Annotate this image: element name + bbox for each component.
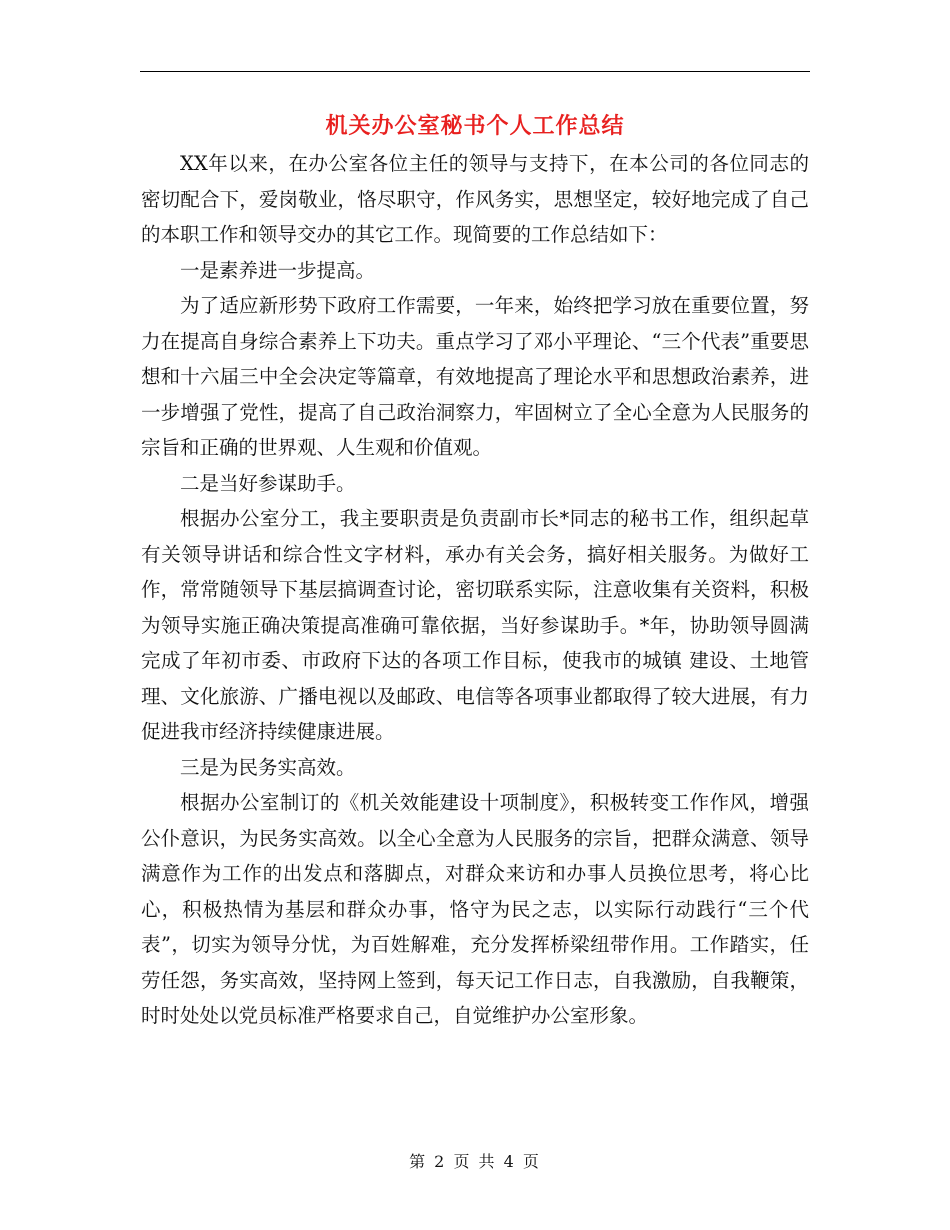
- paragraph-intro: XX年以来，在办公室各位主任的领导与支持下，在本公司的各位同志的密切配合下，爱岗敬业，恪尽职守，作风务实，思想坚定，较好地完成了自己的本职工作和领导交办的其它工作。现简要的工作总结如下：: [141, 152, 809, 246]
- document-body: [141, 146, 809, 1034]
- section-heading-2: 二是当好参谋助手。: [180, 471, 356, 495]
- section-heading-3: 三是为民务实高效。: [180, 755, 356, 779]
- paragraph-section-1: 为了适应新形势下政府工作需要，一年来，始终把学习放在重要位置，努力在提高自身综合素养上下功夫。重点学习了邓小平理论、“三个代表”重要思想和十六届三中全会决定等篇章，有效地提高了理论水平和思想政治素养，进一步增强了党性，提高了自己政治洞察力，牢固树立了全心全意为人民服务的宗旨和正确的世界观、人生观和价值观。: [141, 294, 809, 459]
- paragraph-section-3: 根据办公室制订的《机关效能建设十项制度》，积极转变工作作风，增强公仆意识，为民务实高效。以全心全意为人民服务的宗旨，把群众满意、领导满意作为工作的出发点和落脚点，对群众来访和办事人员换位思考，将心比心，积极热情为基层和群众办事，恪守为民之志，以实际行动践行“三个代表”，切实为领导分忧，为百姓解难，充分发挥桥梁纽带作用。工作踏实，任劳任怨，务实高效，坚持网上签到，每天记工作日志，自我激励，自我鞭策，时时处处以党员标准严格要求自己，自觉维护办公室形象。: [141, 791, 809, 1027]
- document-title: 机关办公室秘书个人工作总结: [325, 113, 625, 139]
- header-rule: [140, 71, 810, 72]
- paragraph-section-2: 根据办公室分工，我主要职责是负责副市长*同志的秘书工作，组织起草有关领导讲话和综合性文字材料，承办有关会务，搞好相关服务。为做好工作，常常随领导下基层搞调查讨论，密切联系实际，注意收集有关资料，积极为领导实施正确决策提高准确可靠依据，当好参谋助手。*年，协助领导圆满完成了年初市委、市政府下达的各项工作目标，使我市的城镇 建设、土地管理、文化旅游、广播电视以及邮政、电信等各项事业都取得了较大进展，有力促进我市经济持续健康进展。: [141, 507, 809, 743]
- page-number: 第 2 页 共 4 页: [409, 1152, 541, 1171]
- section-heading-1: 一是素养进一步提高。: [180, 258, 376, 282]
